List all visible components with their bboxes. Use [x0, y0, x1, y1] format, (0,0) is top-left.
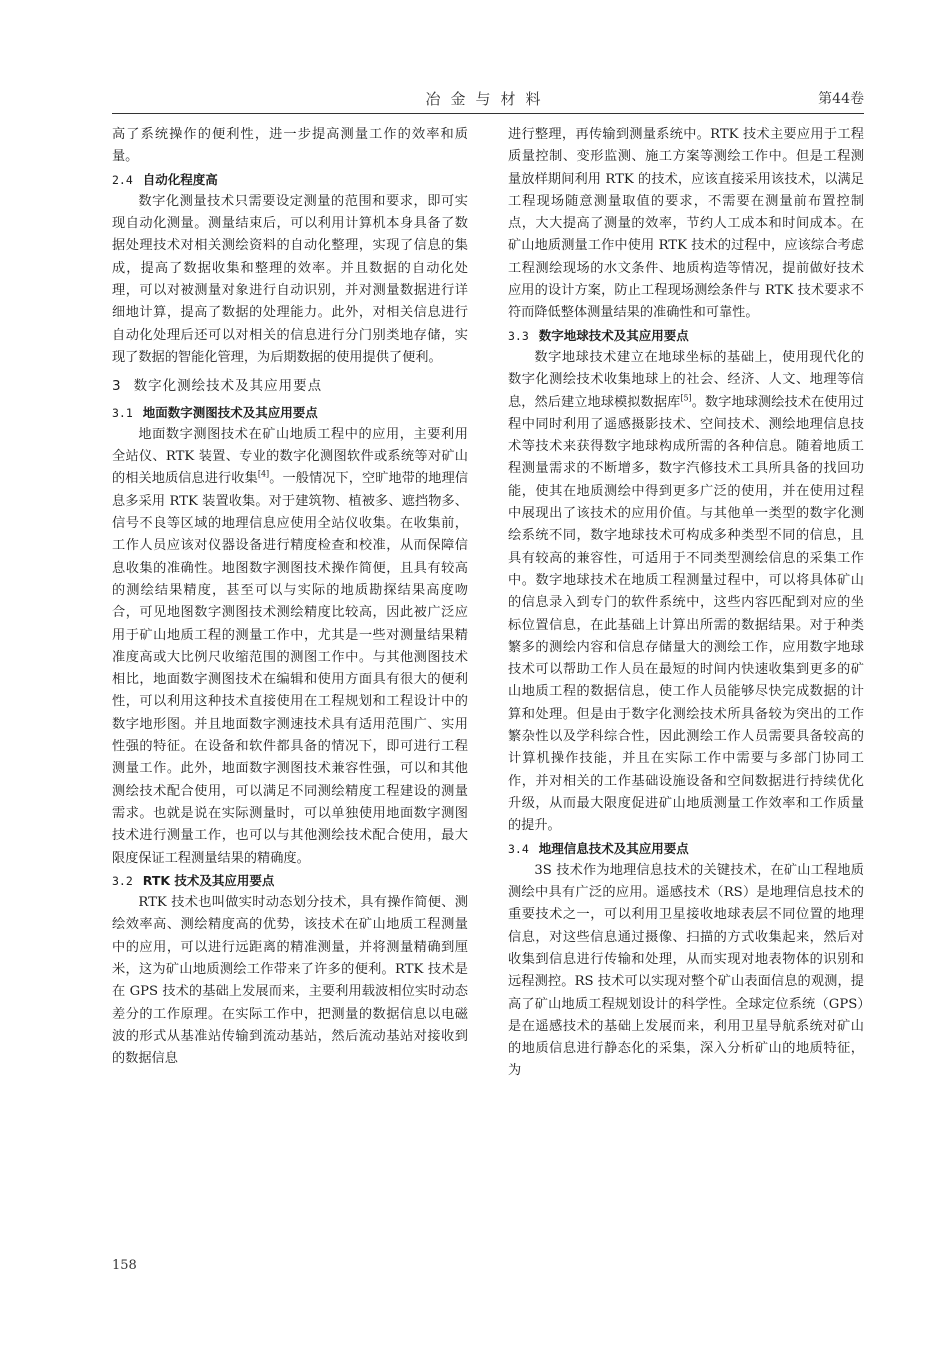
page-number: 158 — [112, 1258, 137, 1273]
paragraph: 数字化测量技术只需要设定测量的范围和要求，即可实现自动化测量。测量结束后，可以利用计算机本身具备了数据处理技术对相关测绘资料的自动化整理，实现了信息的集成，提高了数据收集和整理的效率。并且数据的自动化处理，可以对被测量对象进行自动识别，并对测量数据进行详细地计算，提高了数据的处理能力。此外，对相关信息进行自动化处理后还可以对相关的信息进行分门别类地存储，实现了数据的智能化管理，为后期数据的使用提供了便利。 — [112, 193, 468, 365]
paragraph-text: 。数字地球测绘技术在使用过程中同时利用了遥感摄影技术、空间技术、测绘地理信息技术等技术来获得数字地球构成所需的各种信息。随着地质工程测量需求的不断增多，数字汽修技术工具所具备的找回功能，使其在地质测绘中得到更多广泛的使用，并在使用过程中展现出了该技术的应用价值。与其他单一类型的数字化测绘系统不同，数字地球技术可构成多种类型不同的信息，且具有较高的兼容性，可适用于不同类型测绘信息的采集工作中。数字地球技术在地质工程测量过程中，可以将具体矿山的信息录入到专门的软件系统中，这些内容匹配到对应的坐标位置信息，在此基础上计算出所需的数据结果。对于种类繁多的测绘内容和信息存储量大的测绘工作，应用数字地球技术可以帮助工作人员在最短的时间内快速收集到更多的矿山地质工程的数据信息，使工作人员能够尽快完成数据的计算和处理。但是由于数字化测绘技术所具备较为突出的工作繁杂性以及学科综合性，因此测绘工作人员需要具备较高的计算机操作技能，并且在实际工作中需要与多部门协同工作，并对相关的工作基础设施设备和空间数据进行持续优化升级，从而最大限度促进矿山地质测量工作效率和工作质量的提升。 — [508, 394, 864, 834]
paragraph-text: 数字地球技术建立在地球坐标的基础上，使用现代化的数字化测绘技术收集地球上的社会、经济、人文、地理等信息，然后建立地球模拟数据库 — [508, 349, 864, 410]
section-number: 3.1 — [112, 405, 133, 420]
paragraph — [508, 347, 864, 838]
section-heading-3-2 — [112, 870, 468, 892]
section-title: 数字地球技术及其应用要点 — [538, 327, 689, 343]
paragraph-text: 。一般情况下，空旷地带的地理信息多采用 RTK 装置收集。对于建筑物、植被多、遮挡物多、信号不良等区域的地理信息应使用全站仪收集。在收集前，工作人员应该对仪器设备进行精度检查和校准，从而保障信息收集的准确性。地图数字测图技术操作简便，且具有较高的测绘结果精度，甚至可以与实际的地质勘探结果高度吻合，可见地图数字测图技术测绘精度比较高，因此被广泛应用于矿山地质工程的测量工作中，尤其是一些对测量结果精准度高或大比例尺收缩范围的测图工作中。与其他测图技术相比，地面数字测图技术在编辑和使用方面具有很大的便利性，可以利用这种技术直接使用在工程规划和工程设计中的数字地形图。并且地面数字测速技术具有适用范围广、实用性强的特征。在设备和软件都具备的情况下，即可进行工程测量工作。此外，地面数字测图技术兼容性强，可以和其他测绘技术配合使用，可以满足不同测绘精度工程建设的测量需求。也就是说在实际测量时，可以单独使用地面数字测图技术进行测量工作，也可以与其他测绘技术配合使用，最大限度保证工程测量结果的精确度。 — [112, 471, 469, 866]
volume-label: 第44卷 — [818, 91, 864, 107]
section-heading-3-3 — [508, 325, 864, 347]
section-heading-3-1 — [112, 402, 468, 424]
section-title: 地理信息技术及其应用要点 — [538, 840, 689, 856]
section-number: 3.4 — [508, 841, 529, 856]
section-number: 3 — [112, 378, 122, 395]
paragraph: 高了系统操作的便利性，进一步提高测量工作的效率和质量。 — [112, 127, 468, 165]
citation-ref: [5] — [680, 393, 692, 403]
paragraph: RTK 技术也叫做实时动态划分技术，具有操作简便、测绘效率高、测绘精度高的优势，该技术在矿山地质工程测量中的应用，可以进行远距离的精准测量，并将测量精确到厘米，这为矿山地质测绘工作带来了许多的便利。RTK 技术是在 GPS 技术的基础上发展而来，主要利用载波相位实时动态差分的工作原理。在实际工作中，把测量的数据信息以电磁波的形式从基准站传输到流动基站，然后流动基站对接收到的数据信息 — [112, 895, 468, 1067]
paragraph: 3S 技术作为地理信息技术的关键技术，在矿山工程地质测绘中具有广泛的应用。遥感技术（RS）是地理信息技术的重要技术之一，可以利用卫星接收地球表层不同位置的地理信息，对这些信息通过摄像、扫描的方式收集起来，然后对收集到信息进行传输和处理，从而实现对地表物体的识别和远程测控。RS 技术可以实现对整个矿山表面信息的观测，提高了矿山地质工程规划设计的科学性。全球定位系统（GPS）是在遥感技术的基础上发展而来，利用卫星导航系统对矿山的地质信息进行静态化的采集，深入分析矿山的地质特征，为 — [508, 862, 864, 1079]
paragraph: 进行整理，再传输到测量系统中。RTK 技术主要应用于工程质量控制、变形监测、施工方案等测绘工作中。但是工程测量放样期间利用 RTK 的技术，应该直接采用该技术，以满足工程现场随意测量取值的要求，不需要在测量前布置控制点，大大提高了测量的效率，节约人工成本和时间成本。在矿山地质测量工作中使用 RTK 技术的过程中，应该综合考虑工程测绘现场的水文条件、地质构造等情况，提前做好技术应用的设计方案，防止工程现场测绘条件与 RTK 技术要求不符而降低整体测量结果的准确性和可靠性。 — [508, 127, 864, 321]
citation-ref: [4] — [257, 470, 270, 480]
section-title: 数字化测绘技术及其应用要点 — [133, 378, 323, 395]
section-number: 3.2 — [112, 873, 133, 888]
paragraph — [112, 424, 468, 870]
section-heading-3 — [112, 375, 468, 397]
section-number: 3.3 — [508, 328, 529, 343]
header-rule — [112, 113, 864, 114]
paragraph-text: 地面数字测图技术在矿山地质工程中的应用，主要利用全站仪、RTK 装置、专业的数字化测图软件或系统等对矿山的相关地质信息进行收集 — [112, 426, 468, 487]
section-number: 2.4 — [112, 172, 133, 187]
journal-title: 冶金与材料 — [425, 90, 551, 108]
left-column — [112, 124, 468, 1070]
page-header — [112, 88, 864, 112]
section-title: RTK 技术及其应用要点 — [142, 872, 275, 888]
right-column — [508, 124, 864, 1083]
section-title: 自动化程度高 — [142, 171, 218, 187]
section-title: 地面数字测图技术及其应用要点 — [142, 404, 318, 420]
section-heading-2-4 — [112, 169, 468, 191]
section-heading-3-4 — [508, 838, 864, 860]
